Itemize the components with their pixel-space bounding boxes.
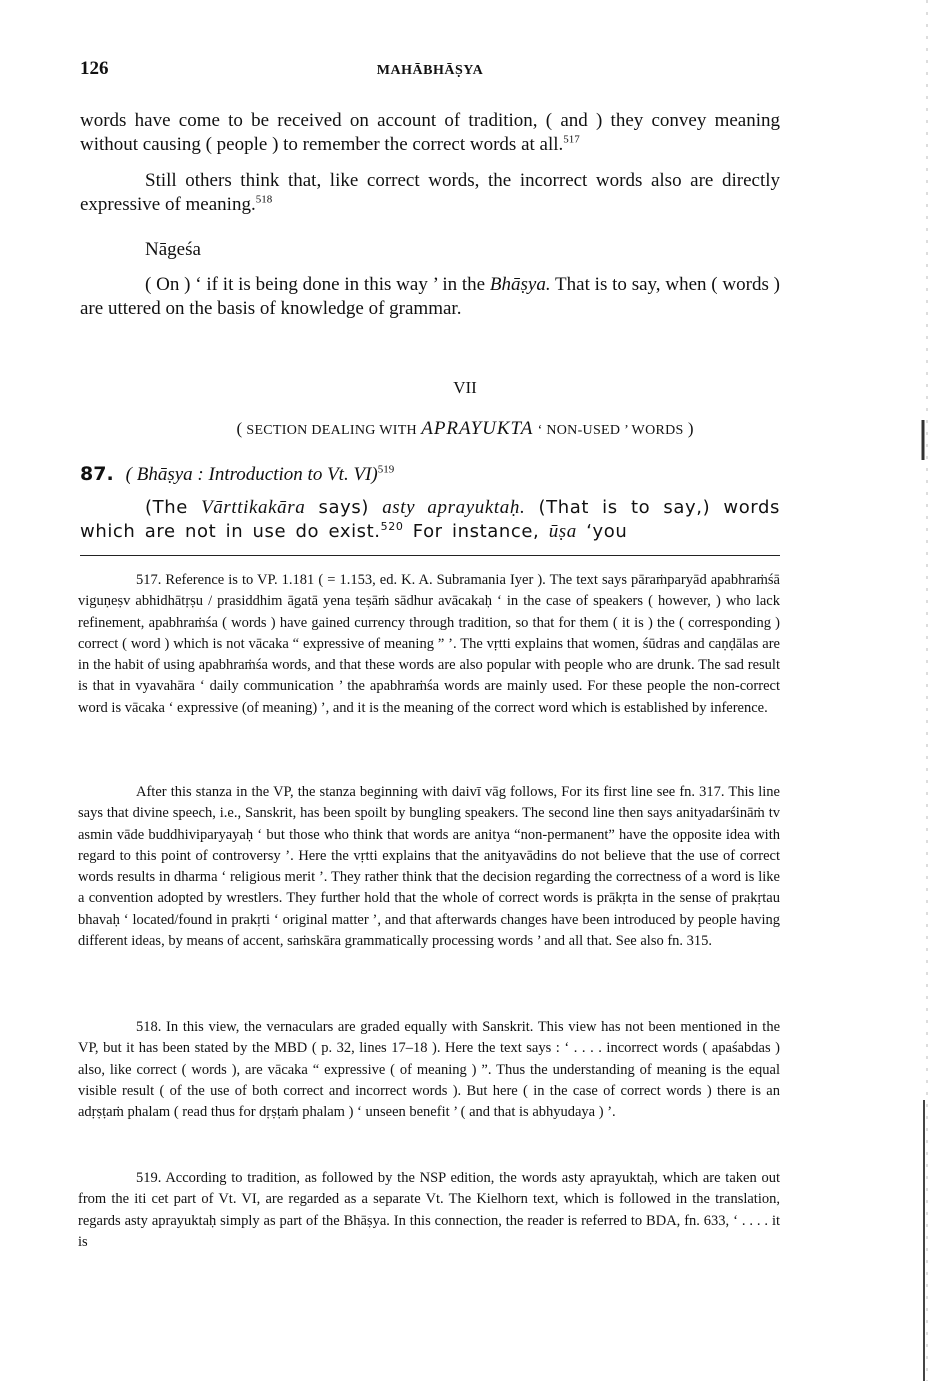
p87-italic-2: asty aprayuktaḥ. (382, 497, 526, 518)
page-number: 126 (80, 58, 109, 79)
paragraph-3-text-b: That is to say, when ( words ) are uttered on the basis of knowledge of grammar. (80, 274, 780, 319)
section-number: VII (453, 378, 477, 397)
nagesa-heading: Nāgeśa (145, 239, 201, 260)
footnote-519-text: 519. According to tradition, as followed by the NSP edition, the words asty aprayuktaḥ, which are taken out from the iti cet part of Vt. VI, are regarded as a separate Vt. The Kielhorn text, which is followed in the translation, regards asty aprayuktaḥ simply as part of the Bhāṣya. In this connection, the reader is referred to BDA, fn. 633, ‘ . . . . it is (78, 1170, 780, 1250)
footnote-518 (78, 1017, 780, 1123)
paragraph-87-number: 87. (80, 463, 114, 485)
section-title-smallcaps-1: SECTION DEALING WITH (246, 423, 417, 438)
section-title-close: ) (683, 419, 694, 438)
section-title-open: ( (236, 419, 247, 438)
paragraph-3 (80, 273, 780, 321)
p87-italic-1: Vārttikakāra (201, 497, 306, 518)
p87-text-b: says) (305, 497, 383, 518)
paragraph-2 (80, 169, 780, 217)
p87-text-d: For instance, (403, 521, 549, 542)
footnote-ref-518[interactable]: 518 (255, 193, 273, 206)
footnote-517-b (78, 782, 780, 952)
p87-text-c: (That is to say,) words which are not in use do exist. (80, 497, 780, 542)
page-header (80, 58, 780, 88)
paragraph-3-text-a: ( On ) ‘ if it is being done in this way ’ in the (145, 274, 490, 295)
paragraph-2-text: Still others think that, like correct words, the incorrect words also are directly expressive of meaning. (80, 170, 780, 215)
footnote-ref-517[interactable]: 517 (563, 133, 580, 146)
section-title-italic: APRAYUKTA (421, 418, 534, 439)
paragraph-87-heading-text: ( Bhāṣya : Introduction to Vt. VI) (125, 464, 378, 485)
section-title (0, 418, 930, 440)
paragraph-87-heading (80, 462, 780, 487)
footnote-ref-519[interactable]: 519 (377, 463, 395, 476)
footnote-517-a-text: 517. Reference is to VP. 1.181 ( = 1.153, ed. K. A. Subramania Iyer ). The text says pāraṁparyād apabhraṁśā viguṇeṣv abhidhātṛṣu / prasiddhim āgatā yena teṣāṁ sādhur avācakaḥ ‘ in the case of speakers ( however, ) who lack refinement, apabhraṁśa ( words ) have gained currency through tradition, so that for them ( it is ) the ( corresponding ) correct ( word ) which is not vācaka “ expressive of meaning ” ’. The vṛtti explains that women, śūdras and caṇḍālas are in the habit of using apabhraṁśa words, and that these words are also popular with people who are drunk. The sad result is that in vyavahāra ‘ daily communication ’ the apabhraṁśa words are mainly used. For these people the non-correct word is vācaka ‘ expressive (of meaning) ’, and it is the meaning of the correct word which is established by inference. (78, 572, 780, 716)
paragraph-1-text: words have come to be received on account of tradition, ( and ) they convey meaning without causing ( people ) to remember the correct words at all. (80, 110, 780, 155)
nagesa-heading-block (80, 238, 780, 262)
p87-italic-3: ūṣa (548, 521, 577, 542)
section-title-smallcaps-2: ‘ NON-USED ’ WORDS (537, 423, 684, 438)
footnote-ref-520[interactable]: 520 (380, 520, 404, 533)
footnote-519 (78, 1168, 780, 1253)
paragraph-1 (80, 109, 780, 157)
footnote-518-text: 518. In this view, the vernaculars are graded equally with Sanskrit. This view has not been mentioned in the VP, but it has been stated by the MBD ( p. 32, lines 17–18 ). Here the text says : ‘ . . . . incorrect words ( apaśabdas ) also, like correct ( words ), are vācaka “ expressive ( of meaning ) ”. Thus the understanding of meaning is the equal visible result ( of the use of both correct and incorrect words ). But here ( in the case of correct words ) there is an adṛṣṭaṁ phalam ( read thus for dṛṣṭaṁ phalam ) ‘ unseen benefit ’ ( and that is abhyudaya ) ’. (78, 1019, 780, 1121)
scan-edge-shadow (916, 0, 930, 1381)
paragraph-3-italic: Bhāṣya. (489, 274, 551, 295)
footnote-517-b-text: After this stanza in the VP, the stanza beginning with daivī vāg follows, For its first line see fn. 317. This line says that divine speech, i.e., Sanskrit, has been spoilt by bungling speakers. The second line then says anityadarśināṁ tv asmin vāde buddhiviparyayaḥ ‘ but those who think that words are anitya “non-permanent” have the opposite idea with regard to this point of controversy ’. Here the vṛtti explains that the anityavādins do not believe that the use of correct words results in dharma ‘ religious merit ’. They rather think that the decision regarding the correctness of a word is like a convention adopted by wrestlers. They further hold that the whole of correct words is prākṛta in the sense of prakṛtau bhavaḥ ‘ located/found in prakṛti ‘ original matter ’, and that afterwards changes have been introduced by people having different ideas, by means of accent, saṁskāra grammatically processing words ’ and all that. See also fn. 315. (78, 784, 780, 950)
footnote-divider (80, 555, 780, 556)
p87-text-a: (The (145, 497, 202, 518)
paragraph-87-body (80, 496, 780, 544)
p87-text-e: ‘you (576, 521, 628, 542)
running-title: MAHĀBHĀṢYA (376, 63, 484, 78)
footnote-517-a (78, 570, 780, 719)
